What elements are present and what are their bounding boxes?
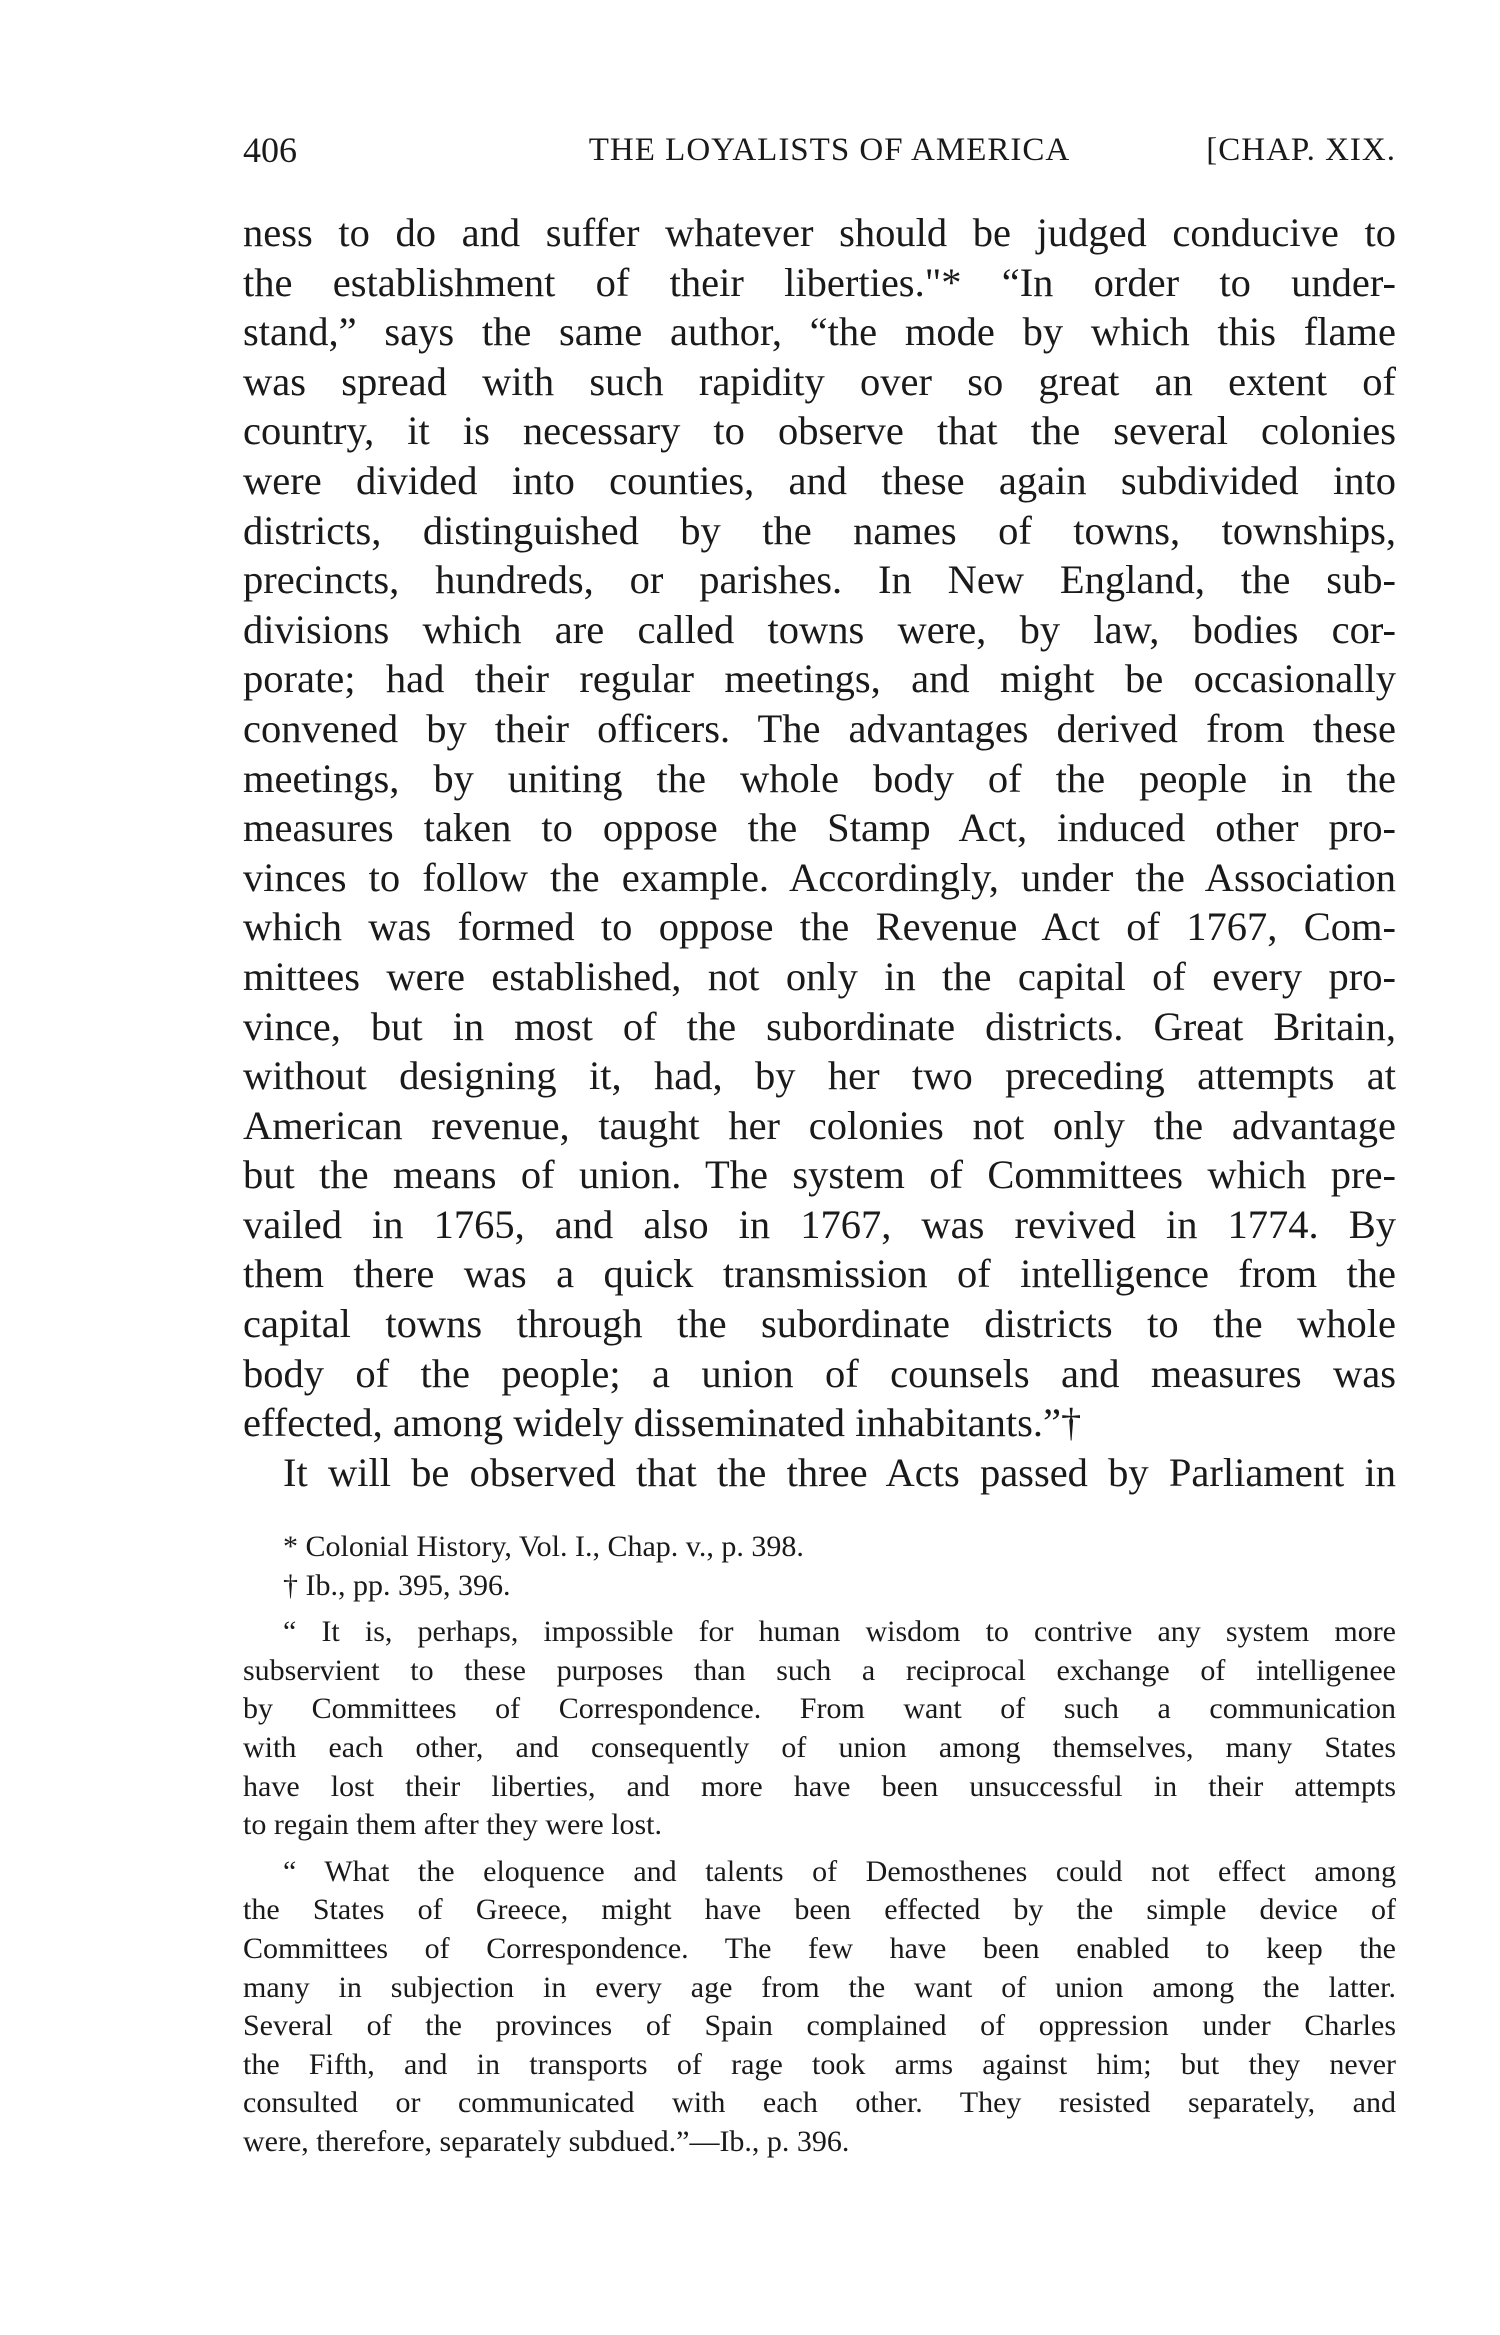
footnote-quote-line: subservient to these purposes than such a reciprocal exchange of intelligenee: [243, 1653, 1396, 1687]
body-line: vailed in 1765, and also in 1767, was revived in 1774. By: [243, 1201, 1396, 1247]
body-line: which was formed to oppose the Revenue Act of 1767, Com-: [243, 904, 1396, 950]
body-line: country, it is necessary to observe that the several colonies: [243, 408, 1396, 454]
body-line: body of the people; a union of counsels and measures was: [243, 1350, 1396, 1396]
footnote-quote-line: consulted or communicated with each other. They resisted separately, and: [243, 2086, 1396, 2120]
running-head: [243, 125, 1396, 175]
body-line: meetings, by uniting the whole body of the people in the: [243, 755, 1396, 801]
body-line: was spread with such rapidity over so great an extent of: [243, 358, 1396, 404]
footnote-dagger: † Ib., pp. 395, 396.: [283, 1568, 511, 1602]
body-line: divisions which are called towns were, by law, bodies cor-: [243, 606, 1396, 652]
body-line: stand,” says the same author, “the mode by which this flame: [243, 309, 1396, 355]
book-title: THE LOYALISTS OF AMERICA: [588, 132, 1071, 168]
page-number: 406: [243, 130, 297, 170]
body-line: them there was a quick transmission of intelligence from the: [243, 1251, 1396, 1297]
body-line: vince, but in most of the subordinate districts. Great Britain,: [243, 1003, 1396, 1049]
body-line: measures taken to oppose the Stamp Act, induced other pro-: [243, 805, 1396, 851]
body-line: without designing it, had, by her two preceding attempts at: [243, 1053, 1396, 1099]
body-line: mittees were established, not only in the capital of every pro-: [243, 953, 1396, 999]
body-line: were divided into counties, and these again subdivided into: [243, 457, 1396, 503]
body-line: the establishment of their liberties."* “In order to under-: [243, 259, 1396, 305]
footnote-quote-line: with each other, and consequently of union among themselves, many States: [243, 1730, 1396, 1764]
body-line: but the means of union. The system of Committees which pre-: [243, 1152, 1396, 1198]
footnote-quote-line: the Fifth, and in transports of rage took arms against him; but they never: [243, 2047, 1396, 2081]
body-line: capital towns through the subordinate districts to the whole: [243, 1301, 1396, 1347]
footnote-quote-line: by Committees of Correspondence. From want of such a communication: [243, 1692, 1396, 1726]
chapter-label: [CHAP. XIX.: [1206, 132, 1396, 168]
body-text: [243, 208, 1396, 1497]
footnote-quote-line: “ What the eloquence and talents of Demosthenes could not effect among: [283, 1854, 1396, 1888]
body-line: ness to do and suffer whatever should be judged conducive to: [243, 210, 1396, 255]
body-line: precincts, hundreds, or parishes. In New England, the sub-: [243, 557, 1396, 603]
footnote-quote-line: have lost their liberties, and more have been unsuccessful in their attempts: [243, 1769, 1396, 1803]
footnotes: [243, 1528, 1396, 2162]
body-line: effected, among widely disseminated inhabitants.”†: [243, 1400, 1082, 1446]
footnote-quote-line: to regain them after they were lost.: [243, 1808, 663, 1842]
body-line: It will be observed that the three Acts passed by Parliament in: [283, 1449, 1396, 1495]
body-line: porate; had their regular meetings, and might be occasionally: [243, 656, 1396, 702]
footnote-quote-line: “ It is, perhaps, impossible for human wisdom to contrive any system more: [283, 1615, 1396, 1649]
body-line: American revenue, taught her colonies not only the advantage: [243, 1102, 1396, 1148]
footnote-quote-line: many in subjection in every age from the want of union among the latter.: [243, 1970, 1396, 2004]
body-line: districts, distinguished by the names of towns, townships,: [243, 507, 1396, 553]
body-line: vinces to follow the example. Accordingly, under the Association: [243, 854, 1396, 900]
body-line: convened by their officers. The advantages derived from these: [243, 705, 1396, 751]
footnote-star: * Colonial History, Vol. I., Chap. v., p. 398.: [283, 1530, 804, 1563]
footnote-quote-line: Several of the provinces of Spain complained of oppression under Charles: [243, 2009, 1396, 2043]
footnote-quote-line: Committees of Correspondence. The few have been enabled to keep the: [243, 1931, 1396, 1965]
footnote-quote-line: were, therefore, separately subdued.”—Ib., p. 396.: [243, 2124, 850, 2158]
footnote-quote-line: the States of Greece, might have been effected by the simple device of: [243, 1893, 1396, 1927]
